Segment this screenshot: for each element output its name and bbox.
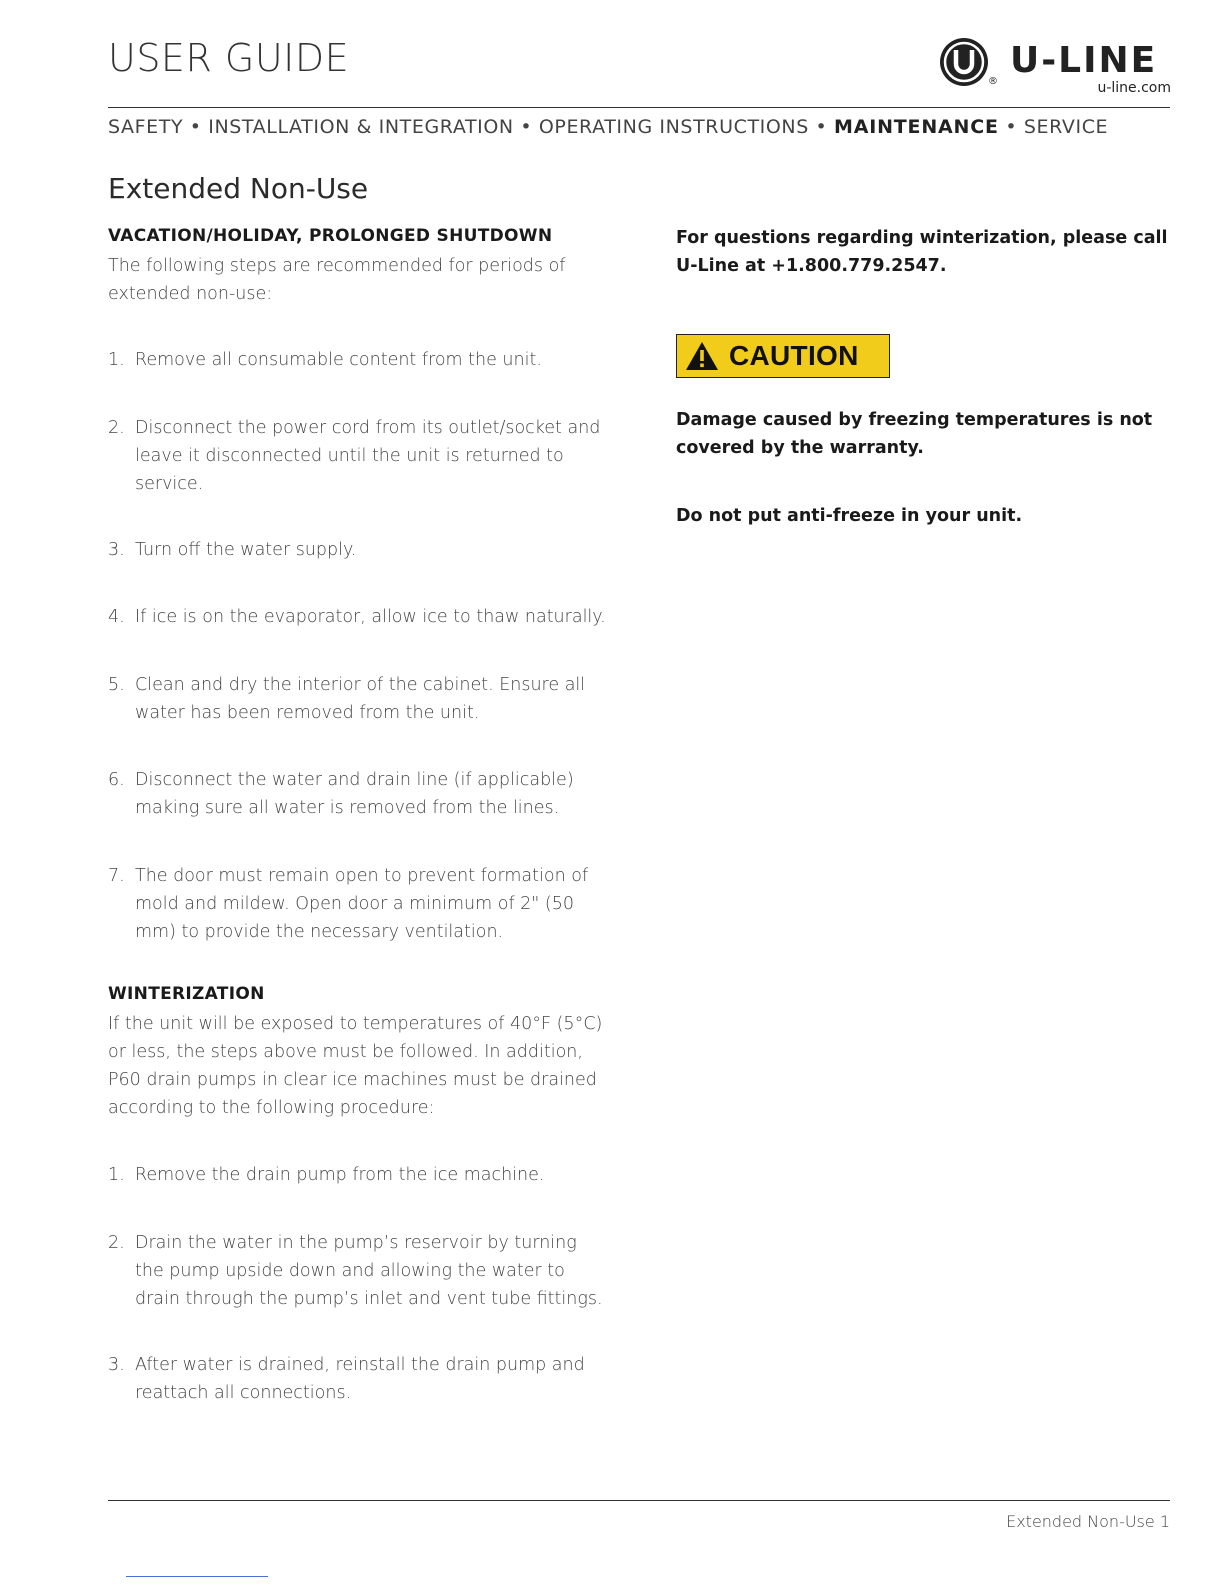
link-underline: [126, 1576, 268, 1577]
nav-item-safety[interactable]: SAFETY: [108, 116, 184, 138]
logo-wordmark: U-LINE: [1010, 40, 1158, 81]
caution-text: CAUTION: [729, 340, 859, 371]
winterization-steps: [108, 1161, 608, 1407]
step-text: Remove all consumable content from the unit.: [135, 350, 542, 370]
nav-separator: •: [1005, 116, 1018, 138]
list-item: [108, 766, 608, 822]
step-number: 6.: [108, 770, 125, 790]
nav-separator: •: [189, 116, 202, 138]
antifreeze-warning: Do not put anti-freeze in your unit.: [676, 506, 1023, 526]
nav-separator: •: [815, 116, 828, 138]
step-text: Remove the drain pump from the ice machine.: [135, 1165, 545, 1185]
step-number: 3.: [108, 1355, 125, 1375]
vacation-intro: The following steps are recommended for periods of extended non-use:: [108, 256, 566, 304]
step-number: 2.: [108, 418, 125, 438]
nav-item-operating[interactable]: OPERATING INSTRUCTIONS: [538, 116, 809, 138]
list-item: [108, 1351, 608, 1407]
website-url[interactable]: u-line.com: [1097, 80, 1171, 96]
vacation-heading: VACATION/HOLIDAY, PROLONGED SHUTDOWN: [108, 226, 553, 246]
list-item: [108, 671, 608, 727]
winterization-intro: If the unit will be exposed to temperatures of 40°F (5°C) or less, the steps above must be followed. In addition, P60 drain pumps in clear ice machines must be drained according to the following procedure:: [108, 1014, 603, 1118]
nav-item-maintenance[interactable]: MAINTENANCE: [834, 116, 999, 138]
freeze-damage-warning: Damage caused by freezing temperatures is not covered by the warranty.: [676, 410, 1153, 458]
left-column: [108, 226, 608, 1407]
page-footer-label: Extended Non-Use 1: [1006, 1512, 1170, 1531]
section-nav: [108, 116, 1170, 138]
step-text: Clean and dry the interior of the cabinet. Ensure all water has been removed from the unit.: [135, 675, 586, 723]
step-text: Disconnect the water and drain line (if applicable) making sure all water is removed from the lines.: [135, 770, 574, 818]
warning-triangle-icon: [685, 341, 719, 371]
step-text: The door must remain open to prevent formation of mold and mildew. Open door a minimum of 2" (50 mm) to provide the necessary ventilation.: [135, 866, 589, 942]
header-divider: [108, 107, 1170, 108]
footer-divider: [108, 1500, 1170, 1501]
step-number: 2.: [108, 1233, 125, 1253]
step-text: After water is drained, reinstall the drain pump and reattach all connections.: [135, 1355, 585, 1403]
list-item: [108, 603, 608, 631]
list-item: [108, 346, 608, 374]
section-title: Extended Non-Use: [108, 172, 369, 205]
step-number: 7.: [108, 866, 125, 886]
step-number: 5.: [108, 675, 125, 695]
nav-separator: •: [520, 116, 533, 138]
step-text: Disconnect the power cord from its outlet/socket and leave it disconnected until the unit is returned to service.: [135, 418, 601, 494]
step-text: Turn off the water supply.: [135, 540, 357, 560]
step-number: 3.: [108, 540, 125, 560]
u-line-logo-icon: [938, 36, 990, 88]
list-item: [108, 414, 608, 498]
nav-item-service[interactable]: SERVICE: [1023, 116, 1109, 138]
list-item: [108, 1229, 608, 1313]
step-number: 1.: [108, 1165, 125, 1185]
winterization-questions-note: For questions regarding winterization, please call U-Line at +1.800.779.2547.: [676, 228, 1168, 276]
winterization-heading: WINTERIZATION: [108, 984, 265, 1004]
caution-label-box: [676, 334, 890, 378]
list-item: [108, 862, 608, 946]
u-line-logo: [938, 36, 1173, 98]
step-number: 1.: [108, 350, 125, 370]
nav-item-installation[interactable]: INSTALLATION & INTEGRATION: [208, 116, 514, 138]
step-text: Drain the water in the pump’s reservoir by turning the pump upside down and allowing the water to drain through the pump’s inlet and vent tube fittings.: [135, 1233, 603, 1309]
right-column: [676, 224, 1176, 530]
step-text: If ice is on the evaporator, allow ice to thaw naturally.: [135, 607, 606, 627]
step-number: 4.: [108, 607, 125, 627]
list-item: [108, 1161, 608, 1189]
registered-mark: ®: [988, 76, 998, 87]
document-title: USER GUIDE: [108, 36, 350, 80]
list-item: [108, 536, 608, 564]
vacation-steps: [108, 346, 608, 946]
